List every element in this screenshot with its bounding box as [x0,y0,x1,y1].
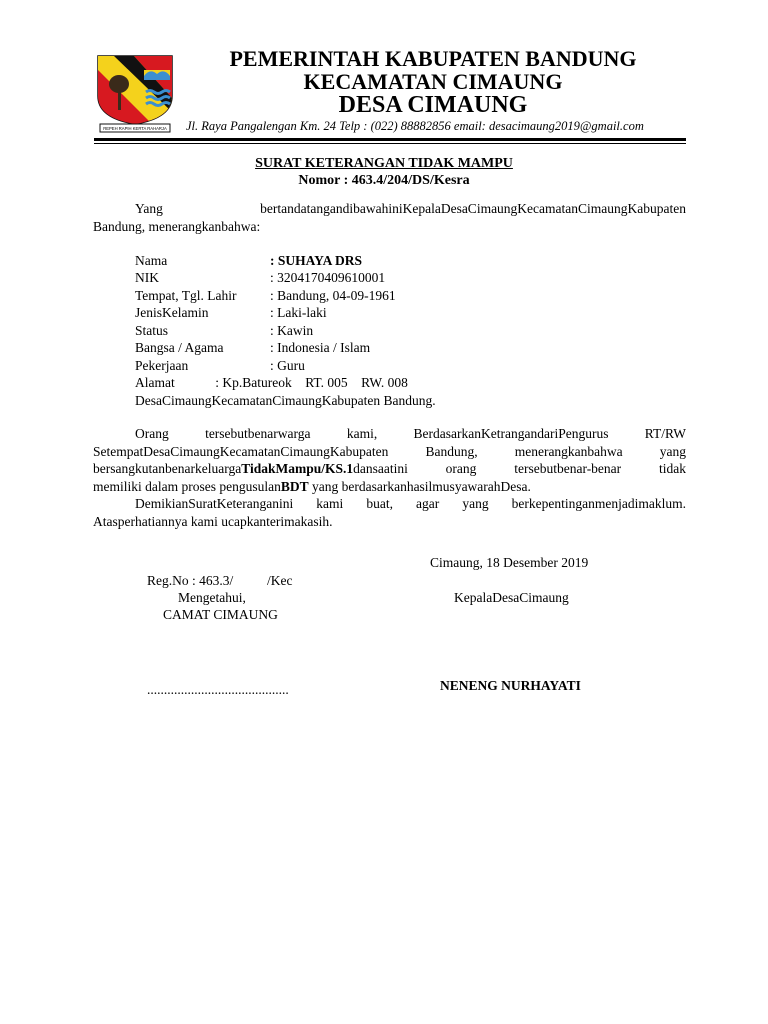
field-label-gender: JenisKelamin [135,305,209,320]
document-title: SURAT KETERANGAN TIDAK MAMPU [255,156,513,171]
body1-line-4-text-end: yang berdasarkanhasilmusyawarahDesa. [308,478,531,494]
body1-line-1: Orang tersebutbenarwarga kami, BerdasarkanKetrangandariPengurus RT/RW [135,426,686,441]
field-label-name: Nama [135,253,168,268]
header-government-title: PEMERINTAH KABUPATEN BANDUNG [229,46,637,71]
body-paragraph-statement [93,425,686,495]
field-label-nik: NIK [135,270,159,285]
body1-line-3 [93,460,686,478]
svg-text:REPEH RAPIH KERTA RAHARJA: REPEH RAPIH KERTA RAHARJA [103,126,167,131]
body1-line-3-text: bersangkutanbenarkeluarga [93,461,242,477]
field-value-name: : SUHAYA DRS [270,253,363,268]
header-divider-thick [94,138,686,141]
body2-line-1: DemikianSuratKeteranganini kami buat, agar yang berkepentinganmenjadimaklum. [135,496,686,511]
sub-district-head-signature-line: .......................................... [147,682,289,697]
body1-status-emphasis: TidakMampu/KS.1 [241,461,354,477]
header-village-title: DESA CIMAUNG [338,92,528,118]
field-label-status: Status [135,323,169,338]
registration-number: Reg.No : 463.3/ /Kec [147,573,293,588]
field-address-continued: DesaCimaungKecamatanCimaungKabupaten Bandung. [135,393,436,408]
field-label-occupation: Pekerjaan [135,358,189,373]
intro-line-1: Yang bertandatangandibawahiniKepalaDesaCimaungKecamatanCimaungKabupaten [135,201,686,216]
signature-place-date: Cimaung, 18 Desember 2019 [430,555,589,570]
body-paragraph-closing [93,495,686,530]
header-district-title: KECAMATAN CIMAUNG [303,69,563,94]
field-address: Alamat : Kp.Batureok RT. 005 RW. 008 [135,375,408,390]
body2-line-2: Atasperhatiannya kami ucapkanterimakasih. [93,513,333,529]
village-head-name: NENENG NURHAYATI [440,678,581,693]
field-label-nationality-religion: Bangsa / Agama [135,340,224,355]
field-value-nationality-religion: : Indonesia / Islam [270,340,371,355]
document-number: Nomor : 463.4/204/DS/Kesra [298,173,470,188]
body1-line-2: SetempatDesaCimaungKecamatanCimaungKabupaten Bandung, menerangkanbahwa yang [93,443,686,459]
body1-line-4 [93,478,686,496]
sub-district-head-title: CAMAT CIMAUNG [163,607,278,622]
field-value-nik: : 3204170409610001 [270,270,386,285]
body1-line-3-text-end: dansaatini orang tersebutbenar-benar tidak [353,461,686,477]
village-head-title: KepalaDesaCimaung [454,590,569,605]
field-value-birth: : Bandung, 04-09-1961 [270,288,396,303]
body1-bdt-emphasis: BDT [280,478,309,494]
bandung-regency-coat-of-arms [94,52,176,134]
field-value-occupation: : Guru [270,358,305,373]
field-value-status: : Kawin [270,323,314,338]
header-address: Jl. Raya Pangalengan Km. 24 Telp : (022) 88882856 email: desacimaung2019@gmail.com [186,119,644,133]
intro-paragraph [93,200,686,235]
body1-line-4-text: memiliki dalam proses pengusulan [93,478,281,494]
field-value-gender: : Laki-laki [270,305,327,320]
intro-line-2: Bandung, menerangkanbahwa: [93,218,261,234]
acknowledged-label: Mengetahui, [178,590,246,605]
field-label-birth: Tempat, Tgl. Lahir [135,288,237,303]
header-divider-thin [94,143,686,144]
